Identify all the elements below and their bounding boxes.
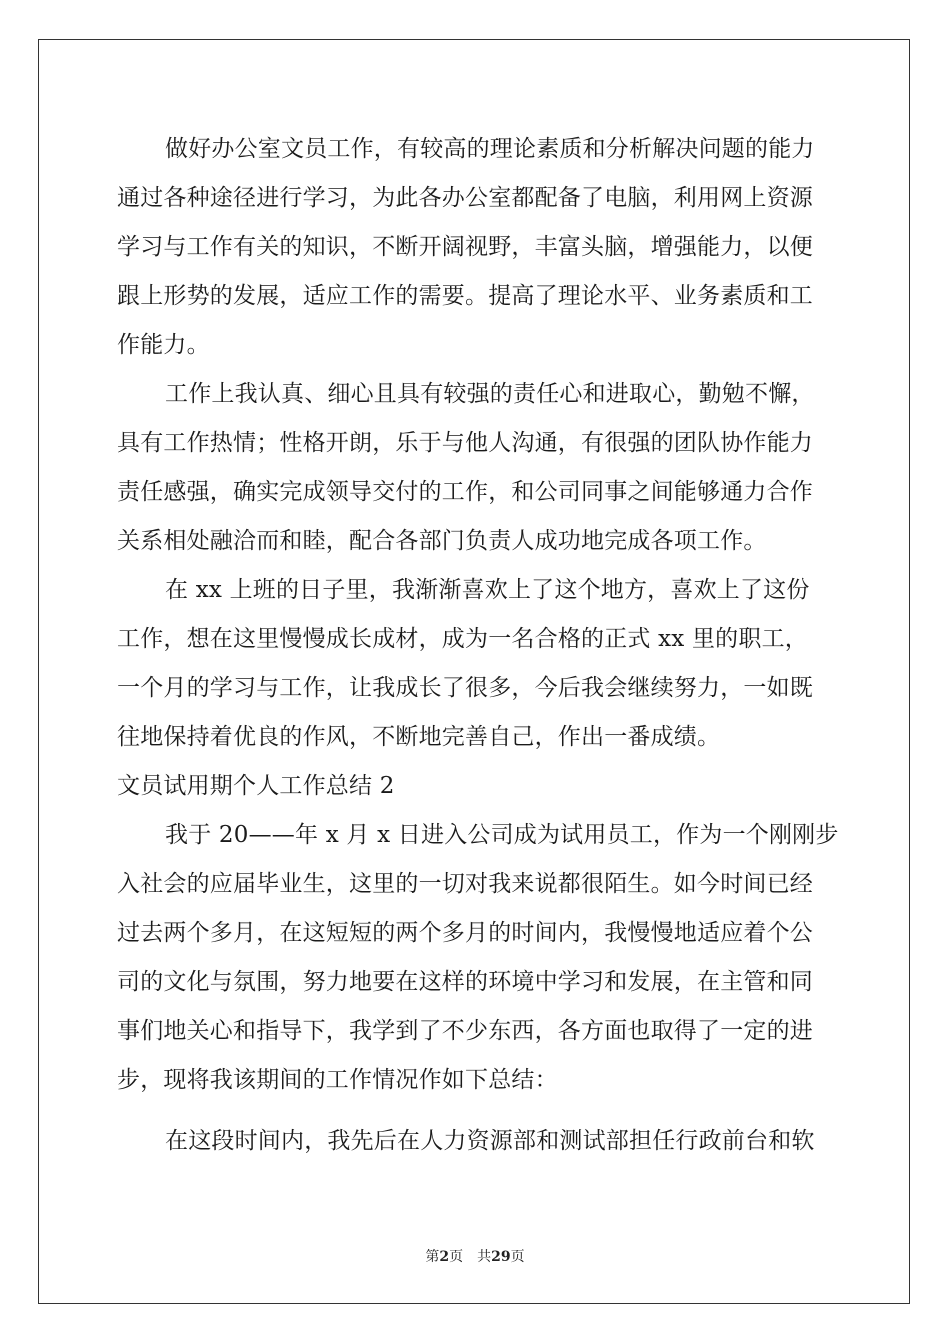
- page-suffix: 页: [449, 1249, 464, 1265]
- total-suffix: 页: [510, 1249, 525, 1265]
- body-line: 责任感强，确实完成领导交付的工作，和公司同事之间能够通力合作: [117, 479, 813, 505]
- body-line: 我于 20——年 x 月 x 日进入公司成为试用员工，作为一个刚刚步: [165, 822, 839, 848]
- body-line: 步，现将我该期间的工作情况作如下总结：: [117, 1067, 558, 1093]
- page-prefix: 第: [425, 1249, 440, 1265]
- body-line: 跟上形势的发展，适应工作的需要。提高了理论水平、业务素质和工: [117, 283, 813, 309]
- body-line: 关系相处融洽而和睦，配合各部门负责人成功地完成各项工作。: [117, 528, 767, 554]
- body-line: 工作上我认真、细心且具有较强的责任心和进取心，勤勉不懈，: [165, 381, 815, 407]
- body-line: 工作，想在这里慢慢成长成材，成为一名合格的正式 xx 里的职工，: [117, 626, 808, 652]
- body-line: 在这段时间内，我先后在人力资源部和测试部担任行政前台和软: [165, 1128, 815, 1154]
- body-line: 事们地关心和指导下，我学到了不少东西，各方面也取得了一定的进: [117, 1018, 813, 1044]
- section-heading: 文员试用期个人工作总结 2: [117, 773, 395, 799]
- body-line: 学习与工作有关的知识，不断开阔视野，丰富头脑，增强能力，以便: [117, 234, 813, 260]
- body-line: 过去两个多月，在这短短的两个多月的时间内，我慢慢地适应着个公: [117, 920, 813, 946]
- page-number: 2: [439, 1249, 450, 1265]
- body-line: 通过各种途径进行学习，为此各办公室都配备了电脑，利用网上资源: [117, 185, 813, 211]
- page-border: [38, 39, 910, 1304]
- body-line: 具有工作热情；性格开朗，乐于与他人沟通，有很强的团队协作能力: [117, 430, 813, 456]
- total-pages: 29: [491, 1249, 511, 1265]
- body-line: 司的文化与氛围，努力地要在这样的环境中学习和发展，在主管和同: [117, 969, 813, 995]
- body-line: 入社会的应届毕业生，这里的一切对我来说都很陌生。如今时间已经: [117, 871, 813, 897]
- page-footer: [0, 1248, 950, 1266]
- body-line: 一个月的学习与工作，让我成长了很多，今后我会继续努力，一如既: [117, 675, 813, 701]
- body-line: 往地保持着优良的作风，不断地完善自己，作出一番成绩。: [117, 724, 721, 750]
- body-line: 作能力。: [117, 332, 210, 358]
- body-line: 做好办公室文员工作，有较高的理论素质和分析解决问题的能力: [165, 136, 815, 162]
- total-prefix: 共: [477, 1249, 492, 1265]
- body-line: 在 xx 上班的日子里，我渐渐喜欢上了这个地方，喜欢上了这份: [165, 577, 810, 603]
